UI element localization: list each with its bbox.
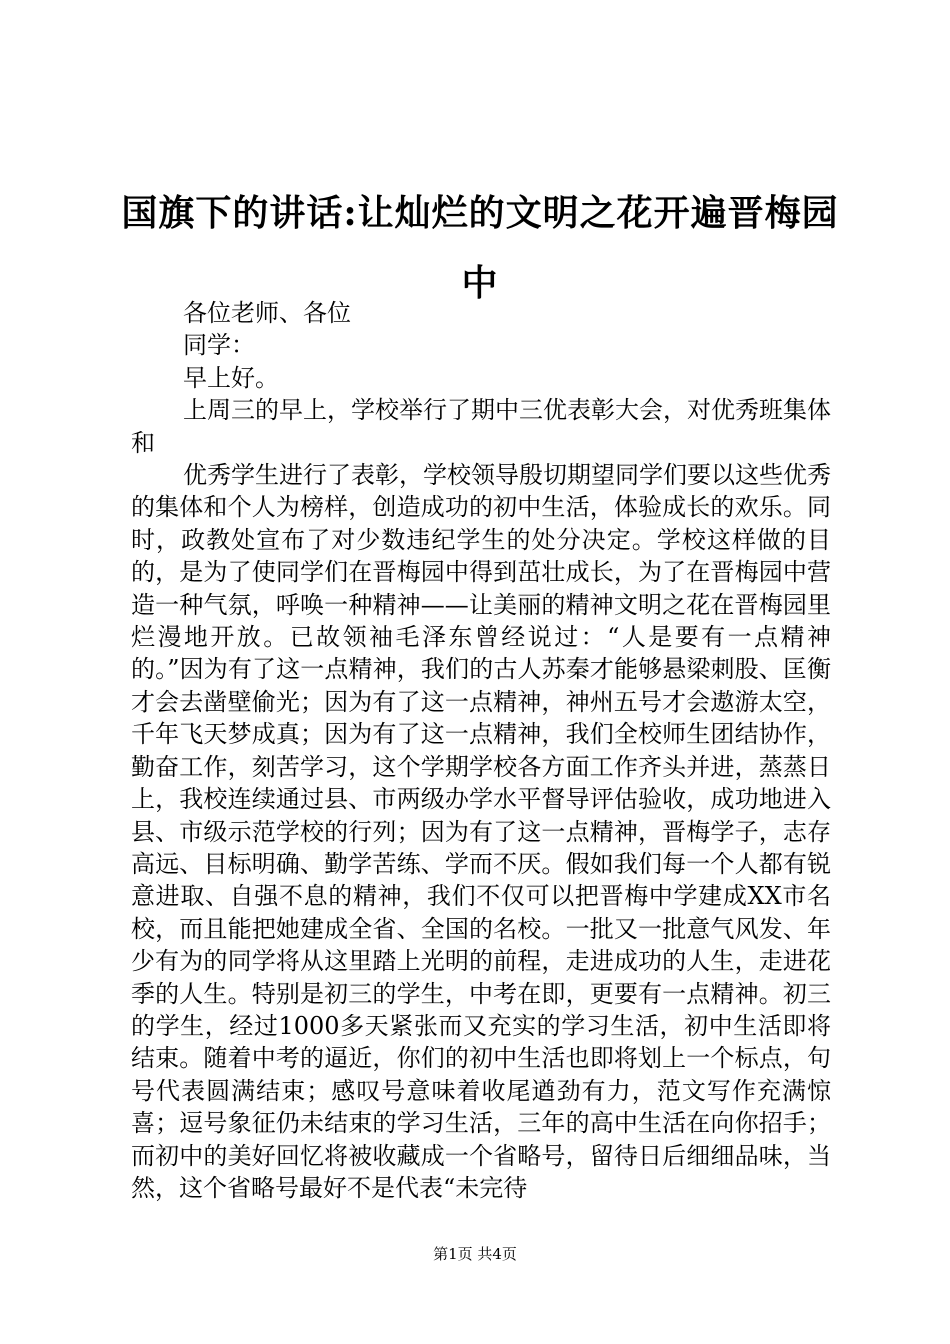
document-body — [131, 297, 831, 1204]
body-paragraph: 上周三的早上，学校举行了期中三优表彰大会，对优秀班集体和 — [131, 396, 831, 457]
page-number-footer: 第1页 共4页 — [433, 1245, 517, 1263]
greeting-line: 早上好。 — [183, 363, 279, 392]
body-paragraph: 优秀学生进行了表彰，学校领导殷切期望同学们要以这些优秀的集体和个人为榜样，创造成功的初中生活，体验成长的欢乐。同时，政教处宣布了对少数违纪学生的处分决定。学校这样做的目的，是为了使同学们在晋梅园中得到茁壮成长，为了在晋梅园中营造一种气氛，呼唤一种精神——让美丽的精神文明之花在晋梅园里烂漫地开放。已故领袖毛泽东曾经说过：“人是要有一点精神的。”因为有了这一点精神，我们的古人苏秦才能够悬梁刺股、匡衡才会去凿壁偷光；因为有了这一点精神，神州五号才会遨游太空，千年飞天梦成真；因为有了这一点精神，我们全校师生团结协作，勤奋工作，刻苦学习，这个学期学校各方面工作齐头并进，蒸蒸日上，我校连续通过县、市两级办学水平督导评估验收，成功地进入县、市级示范学校的行列；因为有了这一点精神，晋梅学子，志存高远、目标明确、勤学苦练、学而不厌。假如我们每一个人都有锐意进取、自强不息的精神，我们不仅可以把晋梅中学建成XX市名校，而且能把她建成全省、全国的名校。一批又一批意气风发、年少有为的同学将从这里踏上光明的前程，走进成功的人生，走进花季的人生。特别是初三的学生，中考在即，更要有一点精神。初三的学生，经过1000多天紧张而又充实的学习生活，初中生活即将结束。随着中考的逼近，你们的初中生活也即将划上一个标点，句号代表圆满结束；感叹号意味着收尾遒劲有力，范文写作充满惊喜；逗号象征仍未结束的学习生活，三年的高中生活在向你招手；而初中的美好回忆将被收藏成一个省略号，留待日后细细品味，当然，这个省略号最好不是代表“未完待 — [131, 461, 831, 1202]
document-title: 国旗下的讲话:让灿烂的文明之花开遍晋梅园中 — [121, 192, 839, 304]
greeting-line: 同学： — [183, 331, 255, 360]
greeting-line: 各位老师、各位 — [183, 299, 351, 327]
